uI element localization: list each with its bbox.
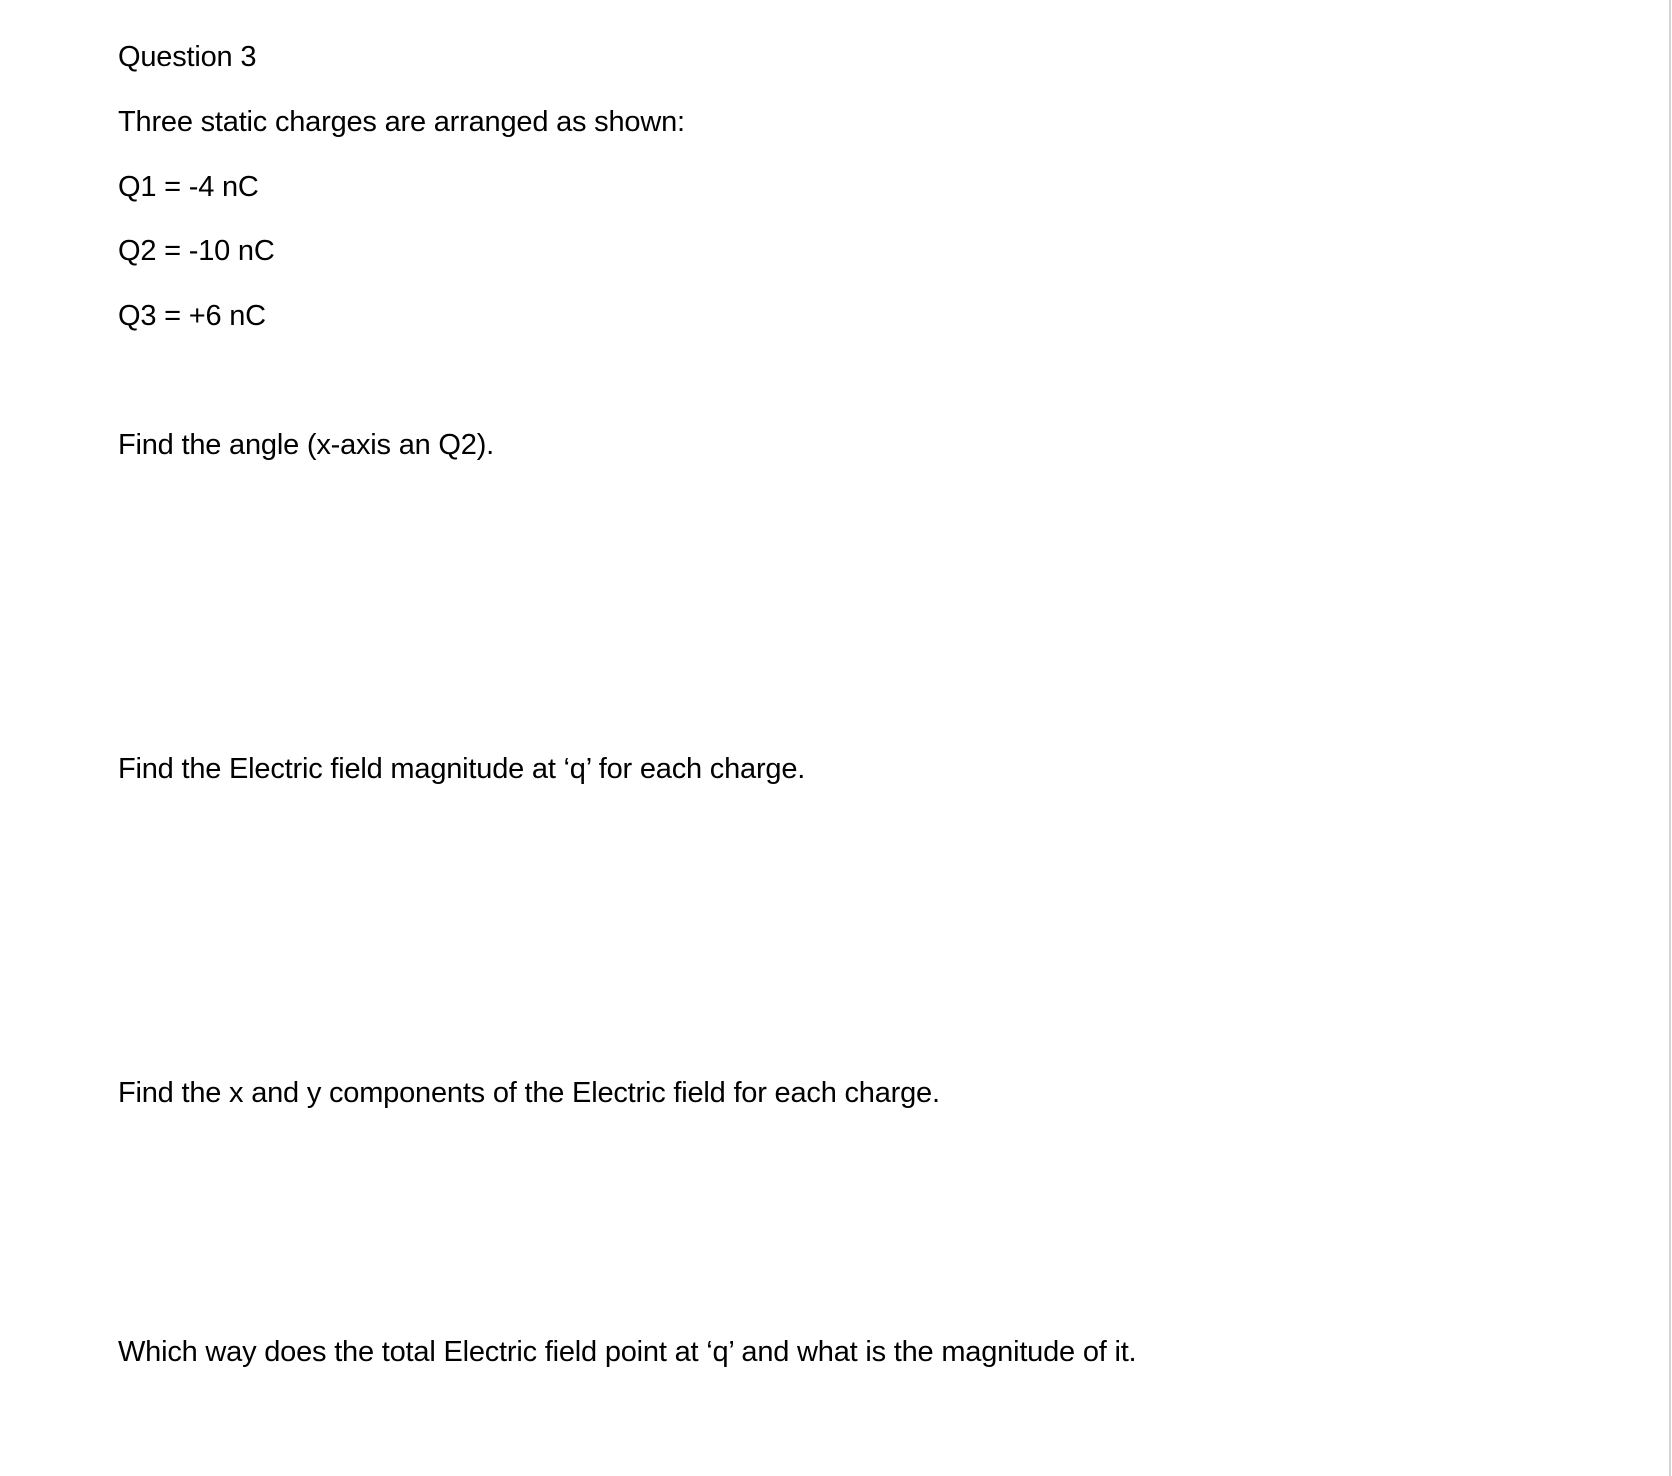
intro-text: Three static charges are arranged as shown: <box>118 106 685 138</box>
question-total-field: Which way does the total Electric field point at ‘q’ and what is the magnitude of it. <box>118 1336 1137 1368</box>
question-heading: Question 3 <box>118 41 257 73</box>
question-field-components: Find the x and y components of the Electric field for each charge. <box>118 1077 940 1109</box>
charge-q2: Q2 = -10 nC <box>118 235 275 267</box>
question-angle: Find the angle (x-axis an Q2). <box>118 429 495 461</box>
charge-q1: Q1 = -4 nC <box>118 171 259 203</box>
question-field-magnitude: Find the Electric field magnitude at ‘q’ for each charge. <box>118 753 806 785</box>
page-edge-divider <box>1669 0 1671 1476</box>
charge-q3: Q3 = +6 nC <box>118 300 266 332</box>
